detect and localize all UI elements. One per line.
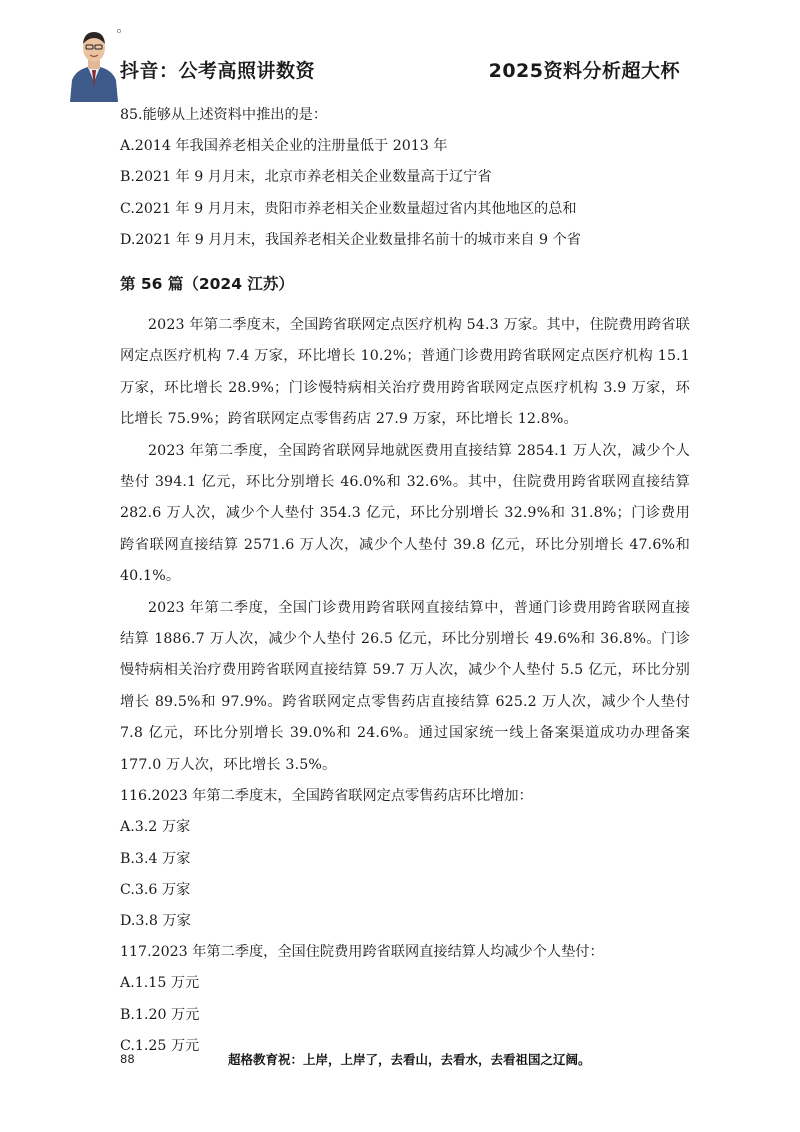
question-117-option-a: A.1.15 万元 <box>120 975 200 992</box>
header-channel: 抖音：公考高照讲数资 <box>120 60 316 82</box>
section-title: 第 56 篇（2024 江苏） <box>120 275 294 294</box>
material-paragraph-2: 2023 年第二季度，全国跨省联网异地就医费用直接结算 2854.1 万人次，减少个人垫付 394.1 亿元，环比分别增长 46.0%和 32.6%。其中，住院费用跨省联网直接结算 282.6 万人次，减少个人垫付 354.3 亿元，环比分别增长 32.9%和 31.8%；门诊费用跨省联网直接结算 2571.6 万人次，减少个人垫付 39.8 亿元，环比分别增长 47.6%和 40.1%。 <box>120 442 690 585</box>
page-footer <box>0 1044 800 1074</box>
question-116-option-d: D.3.8 万家 <box>120 912 191 929</box>
page-content <box>120 100 690 1062</box>
question-85-option-b: B.2021 年 9 月月末，北京市养老相关企业数量高于辽宁省 <box>120 169 492 186</box>
page-header <box>0 0 800 104</box>
material-paragraph-3: 2023 年第二季度，全国门诊费用跨省联网直接结算中，普通门诊费用跨省联网直接结算 1886.7 万人次，减少个人垫付 26.5 亿元，环比分别增长 49.6%和 36.8%。门诊慢特病相关治疗费用跨省联网直接结算 59.7 万人次，减少个人垫付 5.5 亿元，环比分别增长 89.5%和 97.9%。跨省联网定点零售药店直接结算 625.2 万人次，减少个人垫付 7.8 亿元，环比分别增长 39.0%和 24.6%。通过国家统一线上备案渠道成功办理备案 177.0 万人次，环比增长 3.5%。 <box>120 599 690 773</box>
question-116-option-b: B.3.4 万家 <box>120 850 191 867</box>
question-116-stem: 116.2023 年第二季度末，全国跨省联网定点零售药店环比增加： <box>120 788 533 805</box>
question-117-stem: 117.2023 年第二季度，全国住院费用跨省联网直接结算人均减少个人垫付： <box>120 944 604 961</box>
question-85-option-d: D.2021 年 9 月月末，我国养老相关企业数量排名前十的城市来自 9 个省 <box>120 231 581 248</box>
footer-motto: 超格教育祝：上岸，上岸了，去看山，去看水，去看祖国之辽阔。 <box>228 1052 591 1067</box>
question-85-option-c: C.2021 年 9 月月末，贵阳市养老相关企业数量超过省内其他地区的总和 <box>120 200 577 217</box>
header-book-title: 2025资料分析超大杯 <box>488 60 680 82</box>
question-85-option-a: A.2014 年我国养老相关企业的注册量低于 2013 年 <box>120 138 448 155</box>
page-number: 88 <box>120 1052 135 1066</box>
question-116-option-a: A.3.2 万家 <box>120 819 191 836</box>
author-avatar <box>66 26 122 102</box>
material-paragraph-1: 2023 年第二季度末，全国跨省联网定点医疗机构 54.3 万家。其中，住院费用跨省联网定点医疗机构 7.4 万家，环比增长 10.2%；普通门诊费用跨省联网定点医疗机构 15.1 万家，环比增长 28.9%；门诊慢特病相关治疗费用跨省联网定点医疗机构 3.9 万家，环比增长 75.9%；跨省联网定点零售药店 27.9 万家，环比增长 12.8%。 <box>120 317 690 428</box>
question-117-option-b: B.1.20 万元 <box>120 1006 200 1023</box>
question-117-option-c: C.1.25 万元 <box>120 1037 200 1054</box>
question-85-stem: 85.能够从上述资料中推出的是： <box>120 107 328 123</box>
question-116-option-c: C.3.6 万家 <box>120 881 191 898</box>
